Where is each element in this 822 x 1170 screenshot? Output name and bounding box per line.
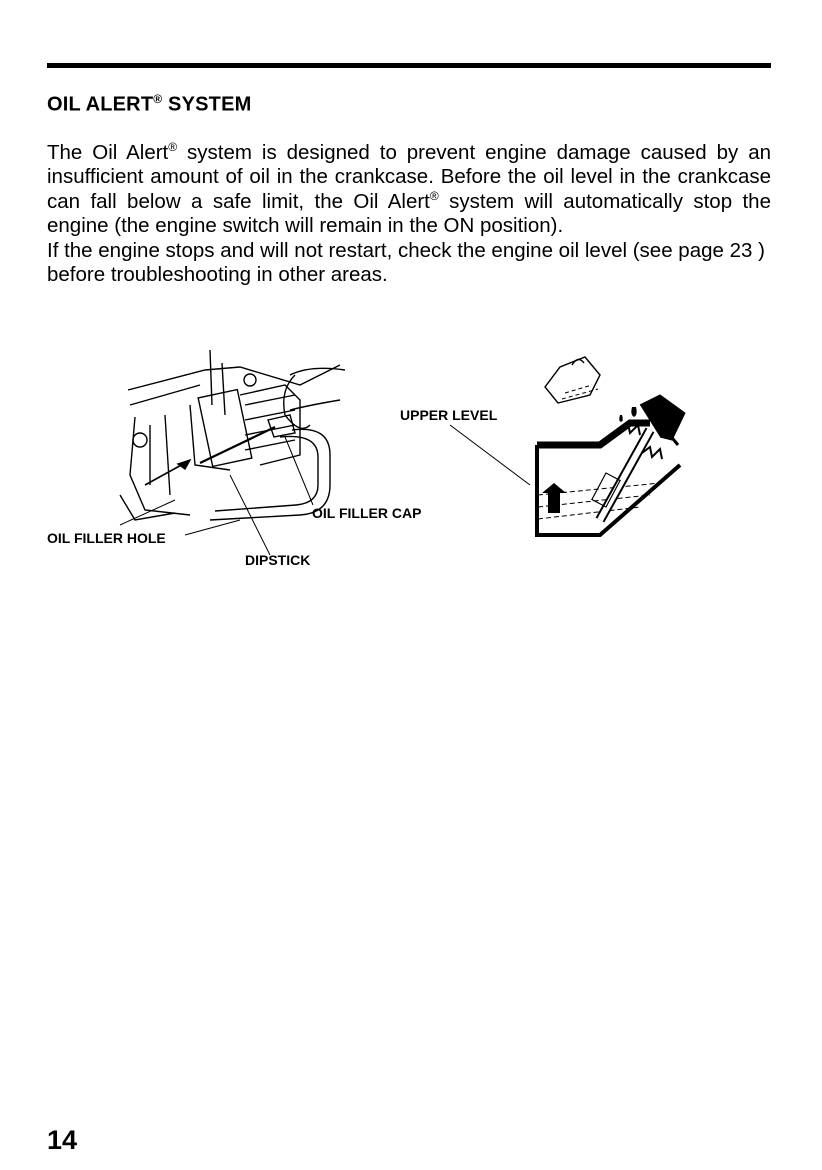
callout-leaders (120, 425, 530, 555)
label-dipstick: DIPSTICK (245, 552, 311, 568)
label-oil-filler-cap: OIL FILLER CAP (312, 505, 422, 521)
paragraph-troubleshooting: If the engine stops and will not restart, check the engine oil level (see page 23 ) before troubleshooting in other areas. (47, 238, 765, 287)
engine-drawing (120, 350, 345, 520)
page-number: 14 (47, 1125, 78, 1155)
body-text (47, 141, 771, 287)
label-upper-level: UPPER LEVEL (400, 407, 498, 423)
header-rule (47, 63, 771, 68)
oil-alert-illustration (0, 345, 822, 585)
paragraph-oil-alert-description: The Oil Alert® system is designed to prevent engine damage caused by an insufficient amount of oil in the crankcase. Before the oil level in the crankcase can fall below a safe limit, the Oil Alert® system will automatically stop the engine (the engine switch will remain in the ON position). (47, 140, 771, 238)
section-title: OIL ALERT® SYSTEM (47, 92, 252, 116)
engine-illustration (0, 345, 822, 585)
oil-level-inset (537, 357, 685, 535)
label-oil-filler-hole: OIL FILLER HOLE (47, 530, 166, 546)
